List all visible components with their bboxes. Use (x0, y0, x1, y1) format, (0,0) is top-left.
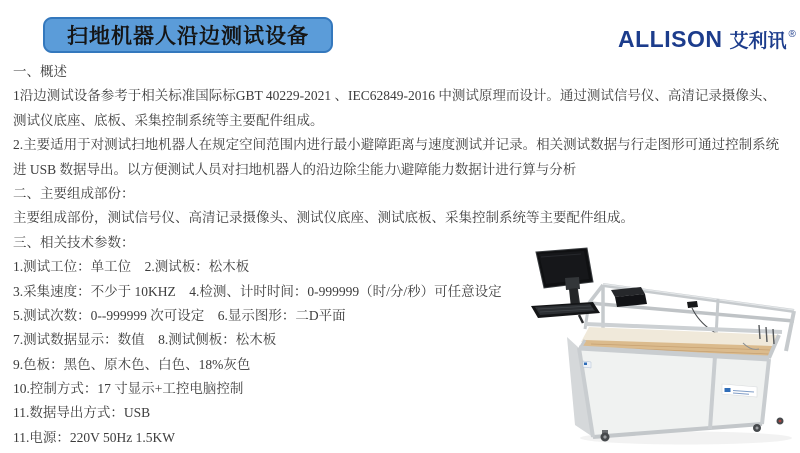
text-line: 10.控制方式：17 寸显示+工控电脑控制 (13, 381, 244, 397)
camera-box (611, 287, 647, 307)
text-line: 测试仪底座、底板、采集控制系统等主要配件组成。 (13, 112, 324, 128)
text-line: 7.测试数据显示：数值 8.测试侧板：松木板 (13, 332, 277, 348)
equipment-photo (521, 245, 798, 448)
text-line: 主要组成部份，测试信号仪、高清记录摄像头、测试仪底座、测试底板、采集控制系统等主要配件组成。 (13, 210, 634, 226)
text-line: 2.主要适用于对测试扫地机器人在规定空间范围内进行最小避障距离与速度测试并记录。相关测试数据与行走图形可通过控制系统 (13, 137, 780, 153)
brand-logo-cjk: 艾利讯 (729, 31, 787, 52)
title-badge-text: 扫地机器人沿边测试设备 (67, 24, 309, 48)
brand-logo (618, 26, 794, 53)
text-line: 1沿边测试设备参考于相关标准国际标GBT 40229-2021 、IEC62849-2016 中测试原理而设计。通过测试信号仪、高清记录摄像头、 (13, 88, 776, 104)
text-line: 9.色板：黑色、原木色、白色、18%灰色 (13, 356, 251, 372)
text-line: 5.测试次数：0--999999 次可设定 6.显示图形：二D平面 (13, 307, 346, 323)
title-badge (43, 17, 333, 53)
text-line: 二、主要组成部份： (13, 185, 135, 201)
text-line: 一、概述 (13, 64, 67, 79)
text-line: 三、相关技术参数： (13, 234, 135, 250)
text-line: 11.电源：220V 50Hz 1.5KW (13, 429, 175, 445)
text-line: 进 USB 数据导出。以方便测试人员对扫地机器人的沿边除尘能力\避障能力数据计进行算与分析 (13, 161, 577, 177)
registered-trademark-icon: ® (788, 29, 796, 40)
small-post-label (583, 361, 591, 368)
text-line: 11.数据导出方式：USB (13, 405, 151, 421)
text-line: 3.采集速度：不少于 10KHZ 4.检测、计时时间：0-999999（时/分/秒）可任意设定 (13, 283, 502, 299)
text-line: 1.测试工位：单工位 2.测试板：松木板 (13, 259, 250, 275)
brand-logo-latin: ALLISON (618, 26, 723, 52)
equipment-photo-illustration (521, 245, 798, 448)
keyboard-tray (531, 302, 600, 323)
monitor (536, 248, 593, 308)
